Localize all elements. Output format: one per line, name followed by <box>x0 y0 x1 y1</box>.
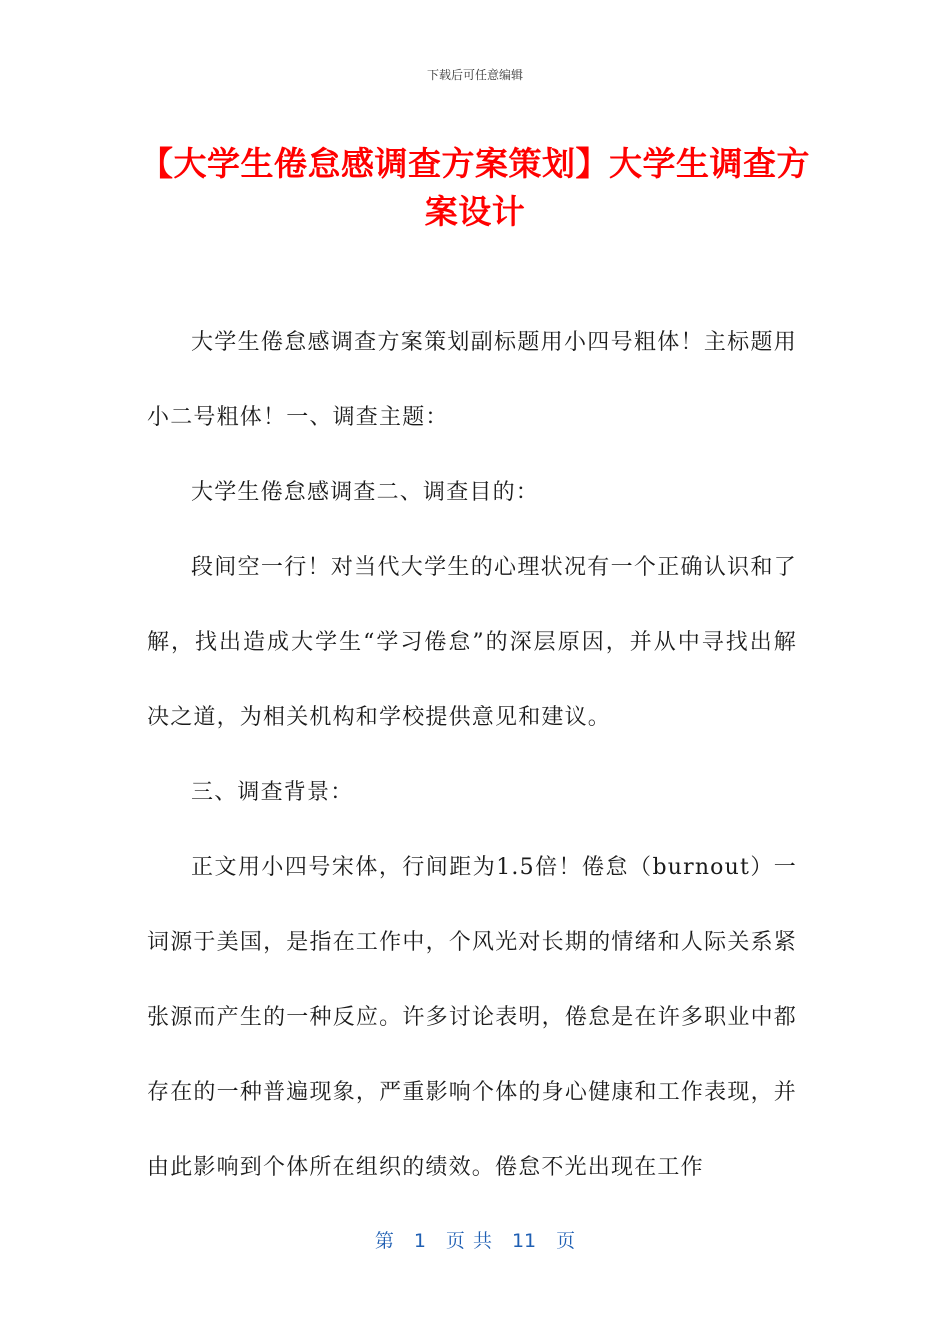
paragraph-1: 大学生倦怠感调查方案策划副标题用小四号粗体！主标题用小二号粗体！一、调查主题： <box>147 330 797 430</box>
page-footer <box>0 1226 950 1253</box>
paragraph-3: 段间空一行！对当代大学生的心理状况有一个正确认识和了解，找出造成大学生“学习倦怠”的深层原因，并从中寻找出解决之道，为相关机构和学校提供意见和建议。 <box>147 555 797 730</box>
header-note: 下载后可任意编辑 <box>426 68 523 82</box>
paragraph-5: 正文用小四号宋体，行间距为1.5倍！倦怠（burnout）一词源于美国，是指在工作中，个风光对长期的情绪和人际关系紧张源而产生的一种反应。许多讨论表明，倦怠是在许多职业中都存在的一种普遍现象，严重影响个体的身心健康和工作表现，并由此影响到个体所在组织的绩效。倦怠不光出现在工作 <box>147 855 797 1180</box>
document-title: 【大学生倦怠感调查方案策划】大学生调查方案设计 <box>140 144 810 231</box>
page-total: 11 <box>511 1230 537 1252</box>
page-mid: 页 共 <box>445 1230 492 1252</box>
document-body <box>147 305 797 1205</box>
paragraph-4: 三、调查背景： <box>191 780 354 805</box>
page-prefix: 第 <box>374 1230 394 1252</box>
page-suffix: 页 <box>556 1230 576 1252</box>
paragraph-2: 大学生倦怠感调查二、调查目的： <box>191 480 540 505</box>
page-current: 1 <box>413 1230 426 1252</box>
